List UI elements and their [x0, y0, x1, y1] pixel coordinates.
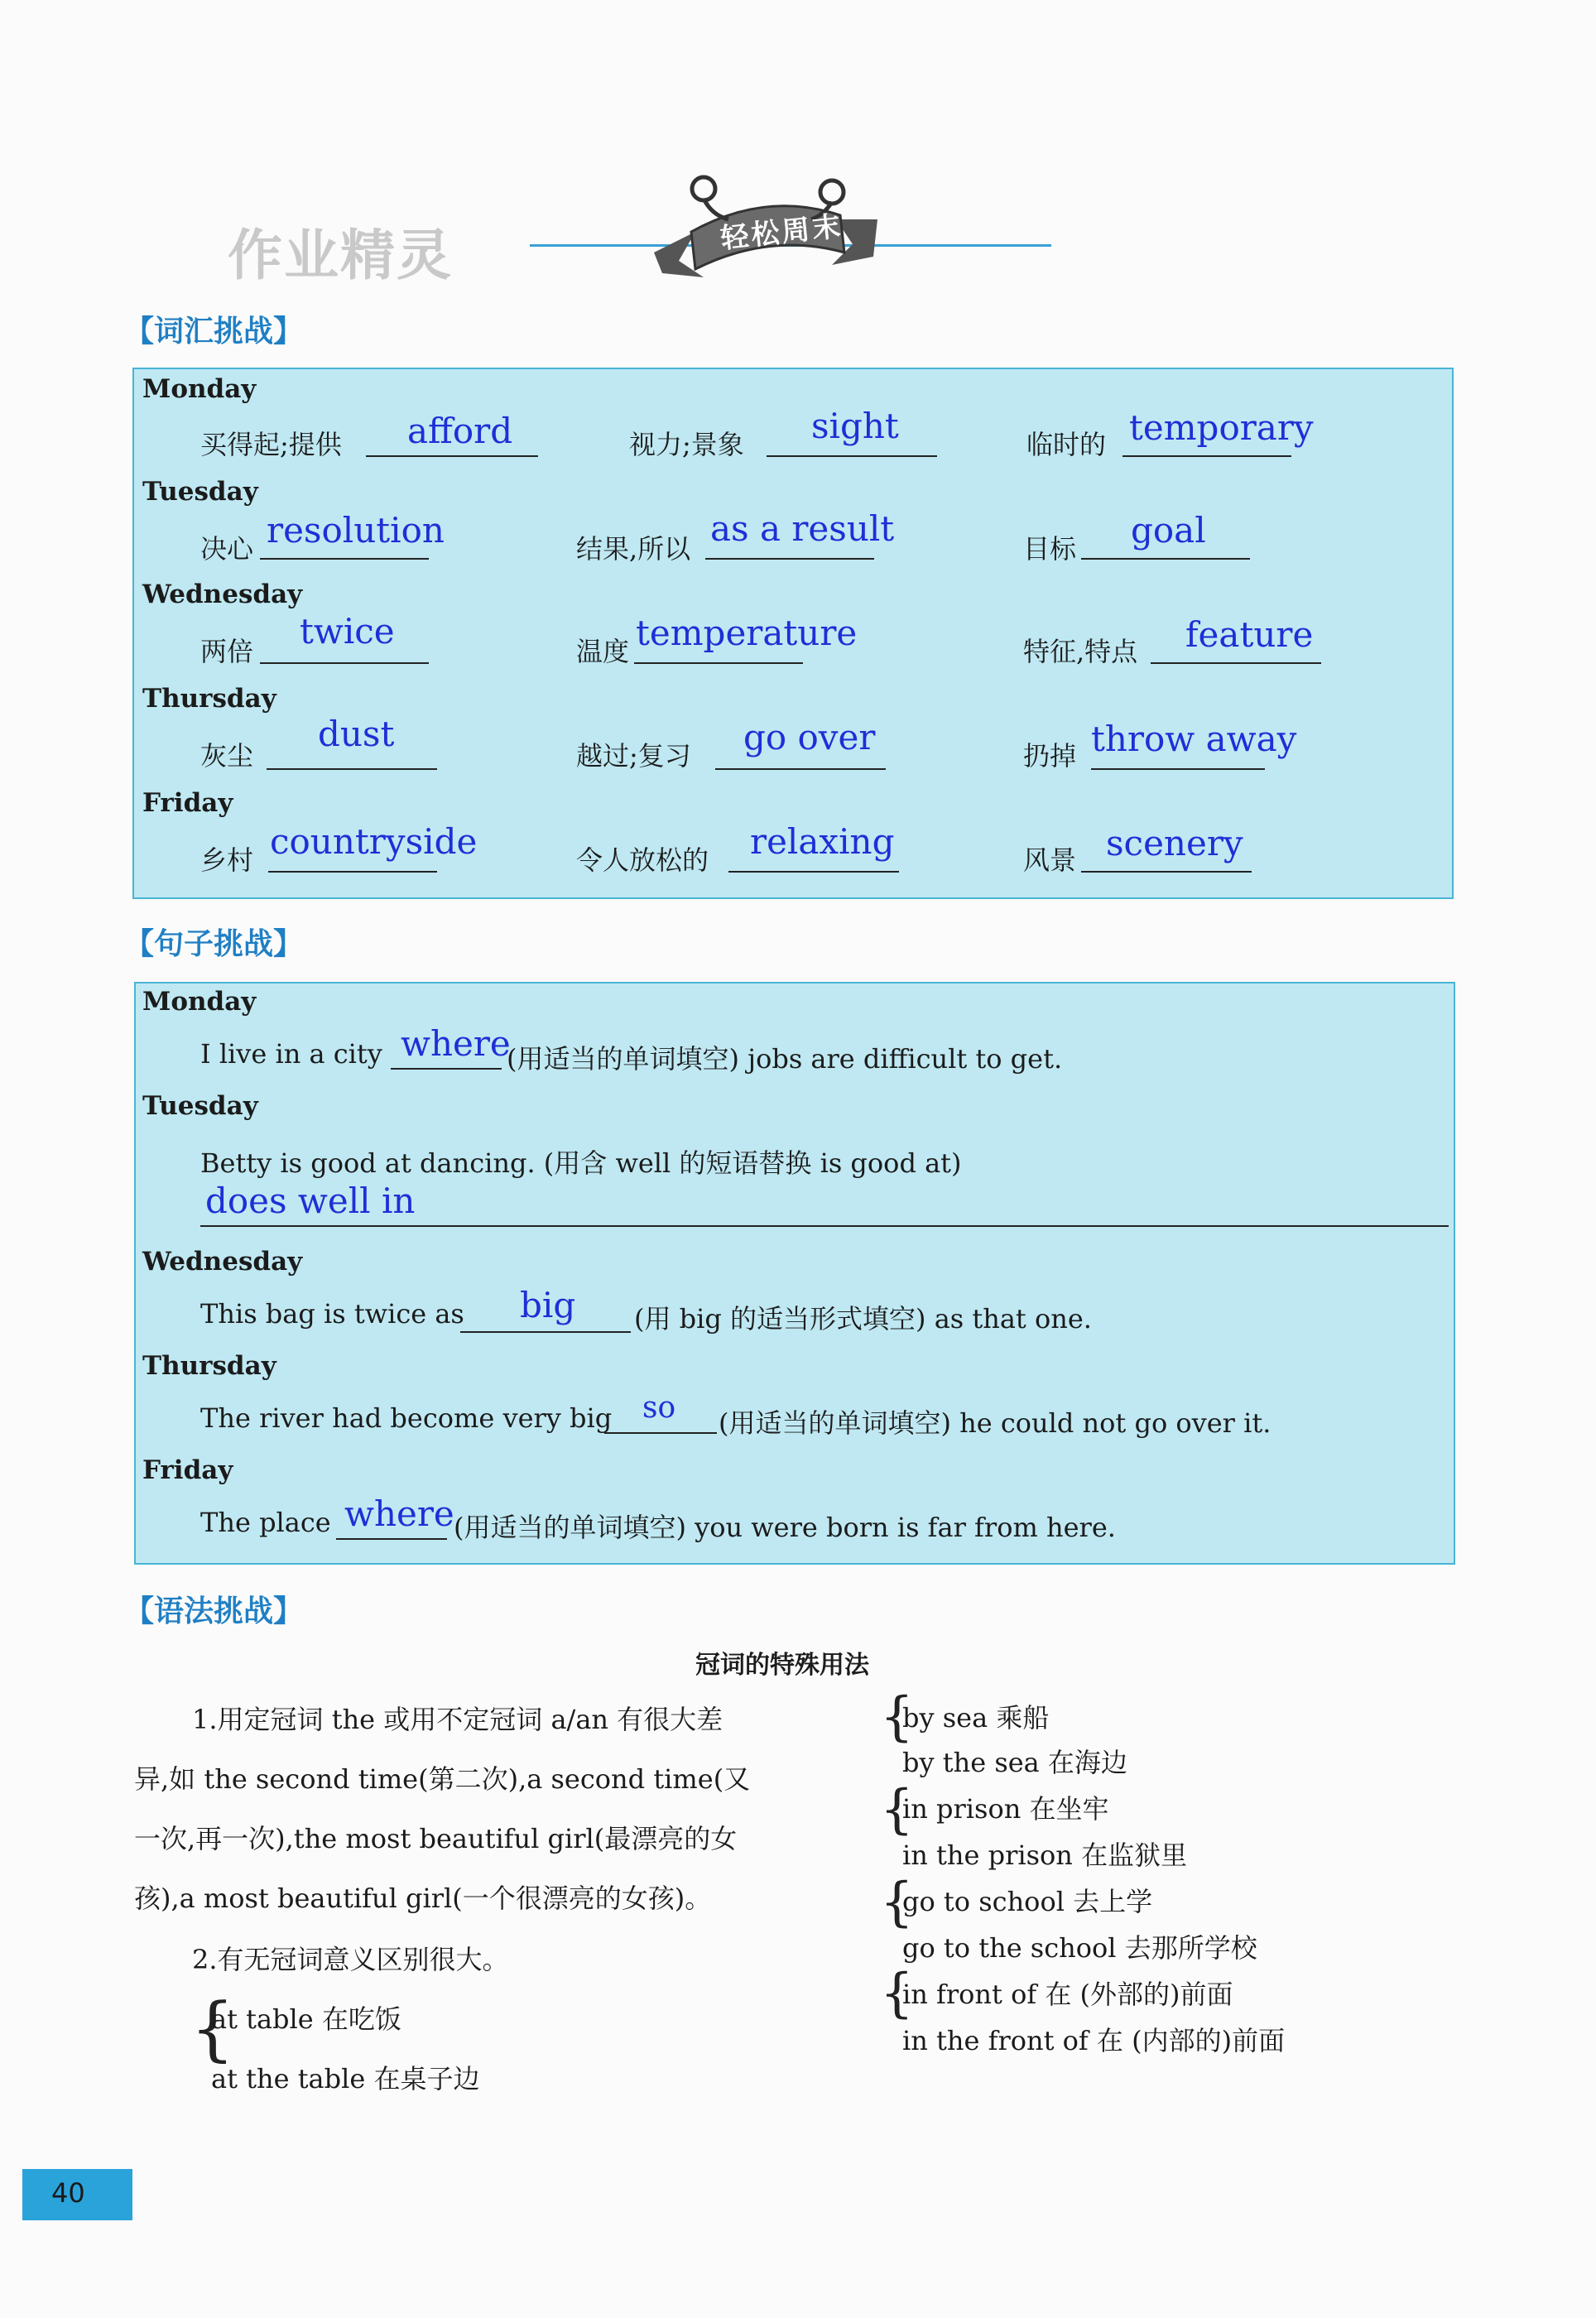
grammar-line: 2.有无冠词意义区别很大。 — [192, 1944, 509, 1975]
vocab-prompt: 风景 — [1023, 844, 1077, 876]
vocab-blank — [1091, 768, 1265, 770]
vocab-day-thursday: Thursday — [142, 684, 276, 714]
vocab-answer: afford — [407, 411, 513, 451]
grammar-pair-item: in prison 在坐牢 — [902, 1793, 1109, 1825]
vocab-answer: temperature — [636, 613, 858, 653]
sentence-answer: where — [344, 1493, 454, 1534]
vocab-prompt: 特征,特点 — [1023, 636, 1138, 667]
grammar-pair-item: by sea 乘船 — [902, 1702, 1050, 1734]
vocab-day-wednesday: Wednesday — [142, 580, 303, 609]
vocab-answer: throw away — [1091, 719, 1297, 759]
vocab-prompt: 决心 — [200, 533, 254, 565]
sentence-text: (用适当的单词填空) he could not go over it. — [719, 1407, 1272, 1439]
vocab-prompt: 灰尘 — [200, 740, 254, 772]
vocab-prompt: 临时的 — [1026, 429, 1107, 460]
vocab-blank — [728, 871, 899, 873]
brace-icon: { — [880, 1686, 914, 1748]
sentence-answer: does well in — [205, 1181, 416, 1221]
brace-icon: { — [880, 1963, 914, 2024]
grammar-pair-item: at the table 在桌子边 — [211, 2063, 480, 2094]
vocab-answer: relaxing — [750, 821, 895, 862]
sentence-blank — [460, 1331, 631, 1333]
sentence-text: This bag is twice as — [200, 1298, 464, 1330]
grammar-pair-item: in the prison 在监狱里 — [902, 1839, 1188, 1871]
sentence-text: The river had become very big — [200, 1402, 613, 1434]
vocab-answer: dust — [318, 714, 395, 754]
vocab-answer: countryside — [270, 821, 478, 862]
vocab-prompt: 令人放松的 — [576, 844, 709, 876]
grammar-line: 孩),a most beautiful girl(一个很漂亮的女孩)。 — [134, 1883, 712, 1914]
sentence-answer: so — [642, 1391, 676, 1425]
vocab-prompt: 越过;复习 — [576, 740, 691, 772]
vocab-day-friday: Friday — [142, 788, 233, 818]
vocab-blank — [1081, 558, 1250, 560]
vocab-prompt: 乡村 — [200, 844, 254, 876]
sentence-answer: big — [520, 1285, 576, 1325]
vocab-blank — [260, 662, 429, 664]
vocab-blank — [1081, 871, 1252, 873]
vocab-answer: go over — [743, 717, 876, 757]
vocab-blank — [260, 558, 429, 560]
vocab-blank — [1151, 662, 1321, 664]
vocab-answer: resolution — [267, 510, 445, 551]
vocab-answer: twice — [300, 611, 395, 652]
sentence-text: (用适当的单词填空) you were born is far from here. — [454, 1512, 1116, 1543]
vocab-answer: temporary — [1129, 407, 1314, 448]
grammar-line: 一次,再一次),the most beautiful girl(最漂亮的女 — [134, 1823, 738, 1854]
sentence-text: The place — [200, 1507, 331, 1538]
sentence-day-tuesday: Tuesday — [142, 1091, 258, 1121]
vocab-prompt: 结果,所以 — [576, 533, 691, 565]
vocab-answer: scenery — [1106, 823, 1243, 863]
sentence-blank — [604, 1432, 717, 1434]
vocab-blank — [634, 662, 803, 664]
vocab-blank — [715, 768, 886, 770]
sentence-blank — [336, 1538, 447, 1540]
grammar-pair-item: go to school 去上学 — [902, 1886, 1153, 1917]
grammar-pair-item: by the sea 在海边 — [902, 1747, 1127, 1778]
grammar-pair-item: in front of 在 (外部的)前面 — [902, 1979, 1233, 2010]
grammar-pair-item: in the front of 在 (内部的)前面 — [902, 2025, 1286, 2056]
banner-title: 轻松周末 — [719, 209, 845, 256]
sentence-answer: where — [401, 1023, 511, 1064]
vocab-blank — [366, 455, 538, 457]
vocab-answer: as a result — [710, 508, 895, 549]
sentence-blank — [200, 1225, 1449, 1227]
sentence-text: I live in a city — [200, 1038, 382, 1070]
vocab-prompt: 视力;景象 — [629, 429, 744, 460]
vocab-blank — [705, 558, 874, 560]
grammar-pair-item: at table 在吃饭 — [211, 2003, 401, 2035]
sentence-day-thursday: Thursday — [142, 1351, 276, 1381]
brace-icon: { — [190, 1988, 235, 2069]
page-number: 40 — [51, 2177, 85, 2209]
vocab-prompt: 扔掉 — [1023, 740, 1077, 772]
vocab-answer: feature — [1185, 614, 1314, 655]
vocab-prompt: 买得起;提供 — [200, 429, 342, 460]
page-number-tab — [22, 2169, 132, 2220]
vocab-day-monday: Monday — [142, 374, 257, 404]
brace-icon: { — [880, 1872, 914, 1933]
vocab-answer: goal — [1131, 510, 1206, 551]
vocab-blank — [1122, 455, 1291, 457]
grammar-line: 异,如 the second time(第二次),a second time(又 — [134, 1763, 751, 1795]
grammar-subtitle: 冠词的特殊用法 — [695, 1651, 869, 1680]
grammar-section-title: 【语法挑战】 — [124, 1594, 304, 1628]
vocab-prompt: 目标 — [1023, 533, 1077, 565]
sentence-blank — [391, 1068, 502, 1070]
grammar-line: 1.用定冠词 the 或用不定冠词 a/an 有很大差 — [192, 1704, 723, 1735]
watermark-logo: 作业精灵 — [228, 224, 453, 287]
sentence-day-wednesday: Wednesday — [142, 1247, 303, 1277]
sentence-day-monday: Monday — [142, 987, 257, 1017]
vocab-answer: sight — [811, 406, 899, 446]
grammar-pair-item: go to the school 去那所学校 — [902, 1932, 1257, 1964]
vocab-prompt: 温度 — [576, 636, 630, 667]
vocab-blank — [267, 768, 437, 770]
vocab-blank — [767, 455, 937, 457]
vocab-day-tuesday: Tuesday — [142, 477, 258, 507]
sentence-section-title: 【句子挑战】 — [124, 927, 304, 961]
sentence-text: (用适当的单词填空) jobs are difficult to get. — [507, 1043, 1063, 1075]
sentence-text: (用 big 的适当形式填空) as that one. — [634, 1303, 1092, 1335]
vocab-blank — [268, 871, 437, 873]
sentence-text: Betty is good at dancing. (用含 well 的短语替换 is good at) — [200, 1147, 962, 1179]
vocab-section-title: 【词汇挑战】 — [124, 315, 304, 349]
sentence-day-friday: Friday — [142, 1455, 233, 1485]
vocab-prompt: 两倍 — [200, 636, 254, 667]
brace-icon: { — [880, 1779, 914, 1840]
